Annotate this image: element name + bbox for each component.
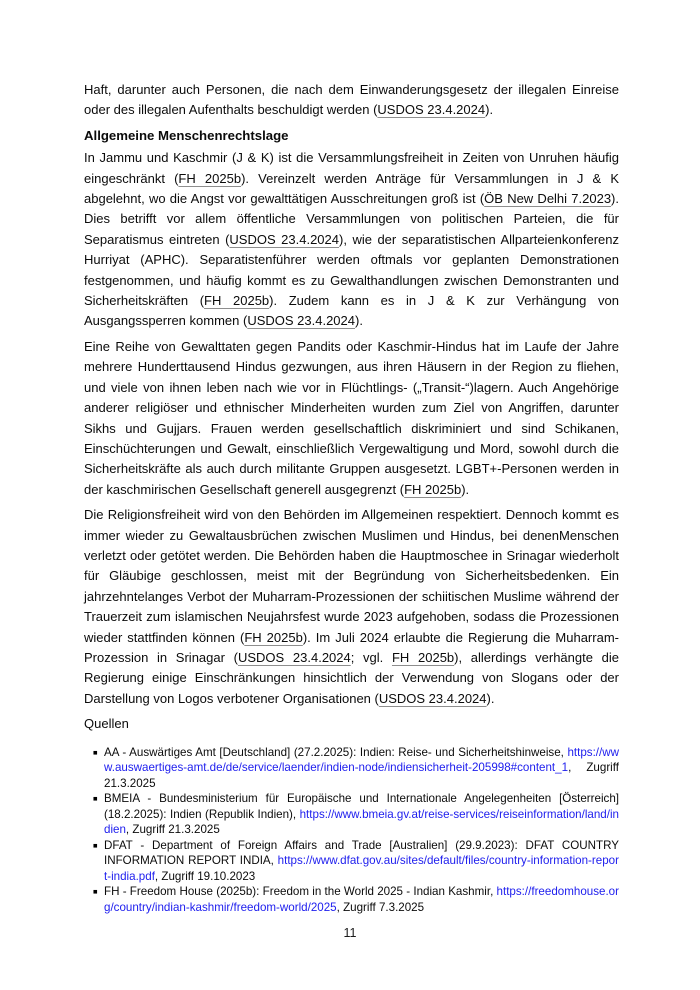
sources-heading: Quellen	[84, 716, 129, 732]
source-text	[104, 885, 619, 914]
text-run: ).	[485, 102, 494, 118]
text-run: , Zugriff 19.10.2023	[154, 869, 256, 883]
paragraph-assembly-freedom	[84, 148, 619, 332]
source-url-link[interactable]: https://www.auswaertiges-amt.de/de/service/laender/indien-node/indiensicherheit-205998#content_1	[104, 745, 619, 775]
source-url-link[interactable]: https://freedomhouse.org/country/indian-kashmir/freedom-world/2025	[104, 885, 619, 914]
citation-link[interactable]: FH 2025b	[178, 170, 242, 186]
source-item-aa	[93, 745, 619, 792]
citation-link[interactable]: ÖB New Delhi 7.2023	[484, 191, 612, 207]
source-text	[104, 839, 619, 883]
square-bullet-icon: ■	[93, 747, 98, 757]
sources-list	[93, 745, 619, 916]
text-run: ). Dies betrifft vor allem öffentliche Versammlungen von politischen Parteien, die für Separatismus eintreten (	[84, 191, 619, 247]
text-run: Haft, darunter auch Personen, die nach dem Einwanderungsgesetz der illegalen Einreise oder des illegalen Aufenthalts beschuldigt werden (	[84, 82, 619, 118]
text-run: FH - Freedom House (2025b): Freedom in the World 2025 - Indian Kashmir,	[104, 885, 497, 899]
citation-link[interactable]: USDOS 23.4.2024	[247, 313, 355, 329]
citation-link[interactable]: FH 2025b	[204, 293, 270, 309]
citation-link[interactable]: FH 2025b	[404, 481, 462, 497]
source-text	[104, 792, 619, 836]
source-text	[104, 746, 619, 790]
citation-link[interactable]: USDOS 23.4.2024	[229, 231, 339, 247]
text-run: In Jammu und Kaschmir (J & K) ist die Versammlungsfreiheit in Zeiten von Unruhen häufig eingeschränkt (	[84, 150, 619, 186]
text-run: Eine Reihe von Gewalttaten gegen Pandits oder Kaschmir-Hindus hat im Laufe der Jahre mehrere Hunderttausend Hindus gezwungen, aus ihren Häusern in der Region zu fliehen, und viele von ihnen leben nach wie vor in Flüchtlings- („Transit-“)lagern. Auch Angehörige anderer religiöser und ethnischer Minderheiten wurden zum Ziel von Angriffen, darunter Sikhs und Gujjars. Frauen werden gesellschaftlich diskriminiert und sind Schikanen, Einschüchterungen und Gewalt, einschließlich Vergewaltigung und Mord, sowohl durch die Sicherheitskräfte als auch durch militante Gruppen ausgesetzt. LGBT+-Personen werden in der kaschmirischen Gesellschaft generell ausgegrenzt (	[84, 338, 619, 497]
square-bullet-icon: ■	[93, 840, 98, 850]
text-run: ). Vereinzelt werden Anträge für Versammlungen in J & K abgelehnt, wo die Angst vor gewalttätigen Ausschreitungen groß ist (	[84, 170, 619, 207]
text-run: ).	[486, 690, 495, 706]
text-run: ). Zudem kann es in J & K zur Verhängung von Ausgangssperren kommen (	[84, 293, 619, 329]
text-run: ), allerdings verhängte die Regierung einige Einschränkungen hinsichtlich der Verwendung von Slogans oder der Darstellung von Logos verbotener Organisationen (	[84, 649, 620, 706]
text-run: ), wie der separatistischen Allparteienkonferenz Hurriyat (APHC). Separatistenführer werden oftmals vor geplanten Demonstrationen festgenommen, und häufig kommt es zu Gewalthandlungen zwischen Demonstranten und Sicherheitskräften (	[84, 231, 619, 309]
text-run: , Zugriff 7.3.2025	[336, 900, 425, 914]
source-item-dfat	[93, 838, 619, 885]
text-run: ).	[355, 313, 363, 329]
text-run: DFAT - Department of Foreign Affairs and Trade [Australien] (29.9.2023): DFAT COUNTRY INFORMATION REPORT INDIA,	[104, 838, 619, 868]
text-run: AA - Auswärtiges Amt [Deutschland] (27.2.2025): Indien: Reise- und Sicherheitshinweise,	[104, 745, 568, 759]
source-item-fh	[93, 884, 619, 915]
section-heading: Allgemeine Menschenrechtslage	[84, 127, 289, 143]
square-bullet-icon: ■	[93, 887, 98, 897]
text-run: ).	[461, 481, 470, 497]
citation-link[interactable]: FH 2025b	[391, 649, 455, 665]
text-run: ). Im Juli 2024 erlaubte die Regierung die Muharram-Prozession in Srinagar (	[84, 629, 619, 665]
source-item-bmeia	[93, 791, 619, 838]
text-run: , Zugriff 21.3.2025	[104, 761, 619, 790]
paragraph-intro	[84, 80, 619, 121]
citation-link[interactable]: USDOS 23.4.2024	[377, 102, 486, 118]
source-url-link[interactable]: https://www.bmeia.gv.at/reise-services/reiseinformation/land/indien	[104, 807, 619, 837]
text-run: BMEIA - Bundesministerium für Europäische und Internationale Angelegenheiten [Österreich] (18.2.2025): Indien (Republik Indien),	[104, 792, 619, 821]
square-bullet-icon: ■	[93, 794, 98, 804]
citation-link[interactable]: USDOS 23.4.2024	[378, 690, 487, 706]
source-url-link[interactable]: https://www.dfat.gov.au/sites/default/files/country-information-report-india.pdf	[104, 854, 619, 883]
text-run: ; vgl.	[350, 649, 392, 665]
paragraph-minorities	[84, 337, 619, 500]
citation-link[interactable]: USDOS 23.4.2024	[237, 649, 351, 665]
text-run: Die Religionsfreiheit wird von den Behörden im Allgemeinen respektiert. Dennoch kommt es immer wieder zu Gewaltausbrüchen zwischen Muslimen und Hindus, bei denenMenschen verletzt oder getötet werden. Die Behörden haben die Hauptmoschee in Srinagar wiederholt für Gläubige geschlossen, meist mit der Begründung von Sicherheitsbedenken. Ein jahrzehntelanges Verbot der Muharram-Prozessionen der schiitischen Muslime während der Trauerzeit zum islamischen Neujahrsfest wurde 2023 aufgehoben, sodass die Prozessionen wieder stattfinden können (	[84, 507, 619, 645]
paragraph-religious-freedom	[84, 505, 619, 709]
text-run: , Zugriff 21.3.2025	[125, 823, 220, 837]
citation-link[interactable]: FH 2025b	[244, 629, 303, 645]
page-number: 11	[343, 926, 357, 940]
